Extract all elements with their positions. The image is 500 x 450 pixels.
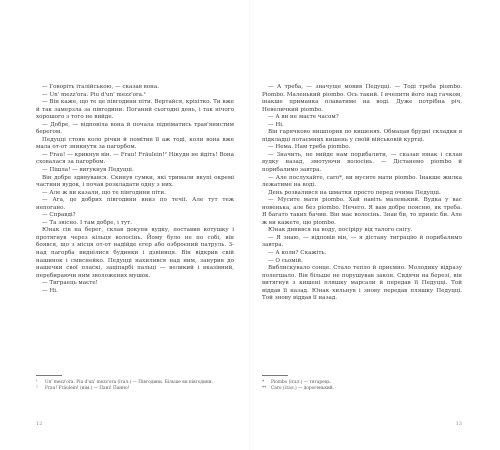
paragraph: — Un' mezz'ora. Piu d'un' mezz'ora.¹ <box>42 91 147 98</box>
right-page <box>262 0 462 450</box>
paragraph: — Пішла! — вигукнув Педуцці. <box>42 167 134 174</box>
paragraph: — Але послухайте, caro*, ви мусите мати piombo. Інакше жилка лежатиме на воді. <box>262 174 462 189</box>
footnote-text: Frau! Fräulein! (нім.) — Пані! Панно! <box>45 386 130 391</box>
footnote-mark: ² <box>36 386 38 391</box>
footnote-text: Caro (італ.) — дорогенький. <box>271 386 334 391</box>
paragraph: — Справді? <box>42 212 76 219</box>
footnote-mark: * <box>262 380 265 385</box>
paragraph: — О сьомій. <box>268 257 303 264</box>
footnote-text: Un' mezz'ora. Piu d'un' mezz'ora (італ.) — Півгодини. Більше як півгодини. <box>45 380 214 385</box>
paragraph: — А коли? Скажіть. <box>268 250 327 257</box>
paragraph: Він добре здивувався. Скинув сумки, які тримали вкупі окремі частини вудок, і почав розкладати одну з них. <box>36 174 234 189</box>
page-number: 13 <box>455 421 462 427</box>
paragraph: Юнак сів на берег, склав докупи вудку, поставив котушку і протягнув через кільця волосінь. Йому було не по собі, він боявся, що з місця от-от надійде єгер або озброєний патруль. З-над пагорба виднілися будинки і дзвіниця. Він відкрив свій нашинок і смиснейко. Педуцці нахилився над ним, занурив до нашечки свої пласкі, заціпарбі пальці — великий і вказівний, перебираючи ним зволожених мушок. <box>36 227 234 279</box>
footnote <box>262 386 462 392</box>
paragraph: Юнак дивився на воду, посіріру від талого снігу. <box>268 227 413 234</box>
left-footnotes <box>36 375 234 392</box>
paragraph: — Тиграець маєте! <box>42 280 98 287</box>
paragraph: Виблискувало сонце. Стало тепло й приємно. Молодику відразу полегшало. Він більше не порушував закон. Сидячи на березі, він витягнув з кишені пляшку марсали й передав її Педуцці. Той віддав її назад. Юнак хильнув і знову передав пляшку Педуцці. Той знову віддав її назад. <box>262 265 462 302</box>
book-gutter <box>249 0 250 450</box>
footnote-mark: ¹ <box>36 380 38 385</box>
paragraph: — Ні. <box>42 287 58 294</box>
paragraph: — Ні. <box>268 121 284 128</box>
paragraph: День розвалився на шматки просто перед очима Педуцці. <box>268 189 441 196</box>
footnote <box>36 386 234 392</box>
right-footnotes <box>262 375 462 392</box>
paragraph: — Він каже, що те це півгодини піти. Вертайся, кріхітко. Ти вже й так замерзла за півгодини. Поганий сьогодні день, і так нічого хорошого з того не вийде. <box>36 99 234 121</box>
page-number: 12 <box>36 421 43 427</box>
paragraph: — Мусите мати piombo. Хай навіть маленький. Вудка у вас новенька, але без piombo. Нечего. Я вам добре поясню, як треба. Я багато таких бачив. Він має волосінь. Знав би, то приніс би. Але ж ви кажете, що piombo. <box>262 197 462 226</box>
footnote-divider <box>36 375 62 376</box>
left-page-body <box>36 84 234 295</box>
paragraph: — А треба, — значуще мовив Педуцці. — Тоді треба piombo. Piombo. Маленький piombo. Ось такий. І вчепити його над гачком, інакше приманка плаватиме на воді. Дуже потрібна річ. Невеличкий piombo. <box>262 84 462 113</box>
paragraph: Він гарячково нишпорив по кишенях. Обмацав брудні складки в підкладці потаємних кишень у своїй військовій куртці. <box>262 129 462 143</box>
paragraph: — Але ж ви казали, що те півгодини піти. <box>42 189 166 196</box>
footnote-mark: ** <box>262 386 267 391</box>
paragraph: — Frau! — крикнув він. — Frau! Fräulein!² Нікуди не йдіть! Вона сховалася за пагорбом. <box>36 151 234 166</box>
paragraph: — Нема. Нам треба piombo. <box>268 144 351 151</box>
footnote-text: Piombo (італ.) — тягарець. <box>271 380 332 385</box>
footnote-divider <box>262 375 288 376</box>
left-page <box>36 0 234 450</box>
paragraph: — А ви не маєте часом? <box>268 114 339 121</box>
paragraph: — Я знаю, — відповів він, — я дістану тиграцію й порибалимо завтра. <box>262 234 462 249</box>
paragraph: — Ага, це добрих півгодини вниз по течії. Але тут теж непогано. <box>36 197 234 211</box>
right-page-body <box>262 84 462 303</box>
paragraph: — Добре, — відповіла вона й почала підніматись трав'янистим берегом. <box>36 121 234 136</box>
paragraph: — Говоріть італійською, — сказав вона. <box>42 84 160 90</box>
paragraph: — Значить, не вийде нам порибалити, — сказав юнак і склав вудку назад, змотуючи волосінь. — Дістанемо piombo й порибалимо завтра. <box>262 151 462 174</box>
paragraph: Педуцці стояв коло річки й помітив її аж тоді, коли вона вже мала от-от зникнути за пагорбом. <box>36 136 234 151</box>
paragraph: — Та звісно. І там добре, і тут. <box>42 219 132 226</box>
